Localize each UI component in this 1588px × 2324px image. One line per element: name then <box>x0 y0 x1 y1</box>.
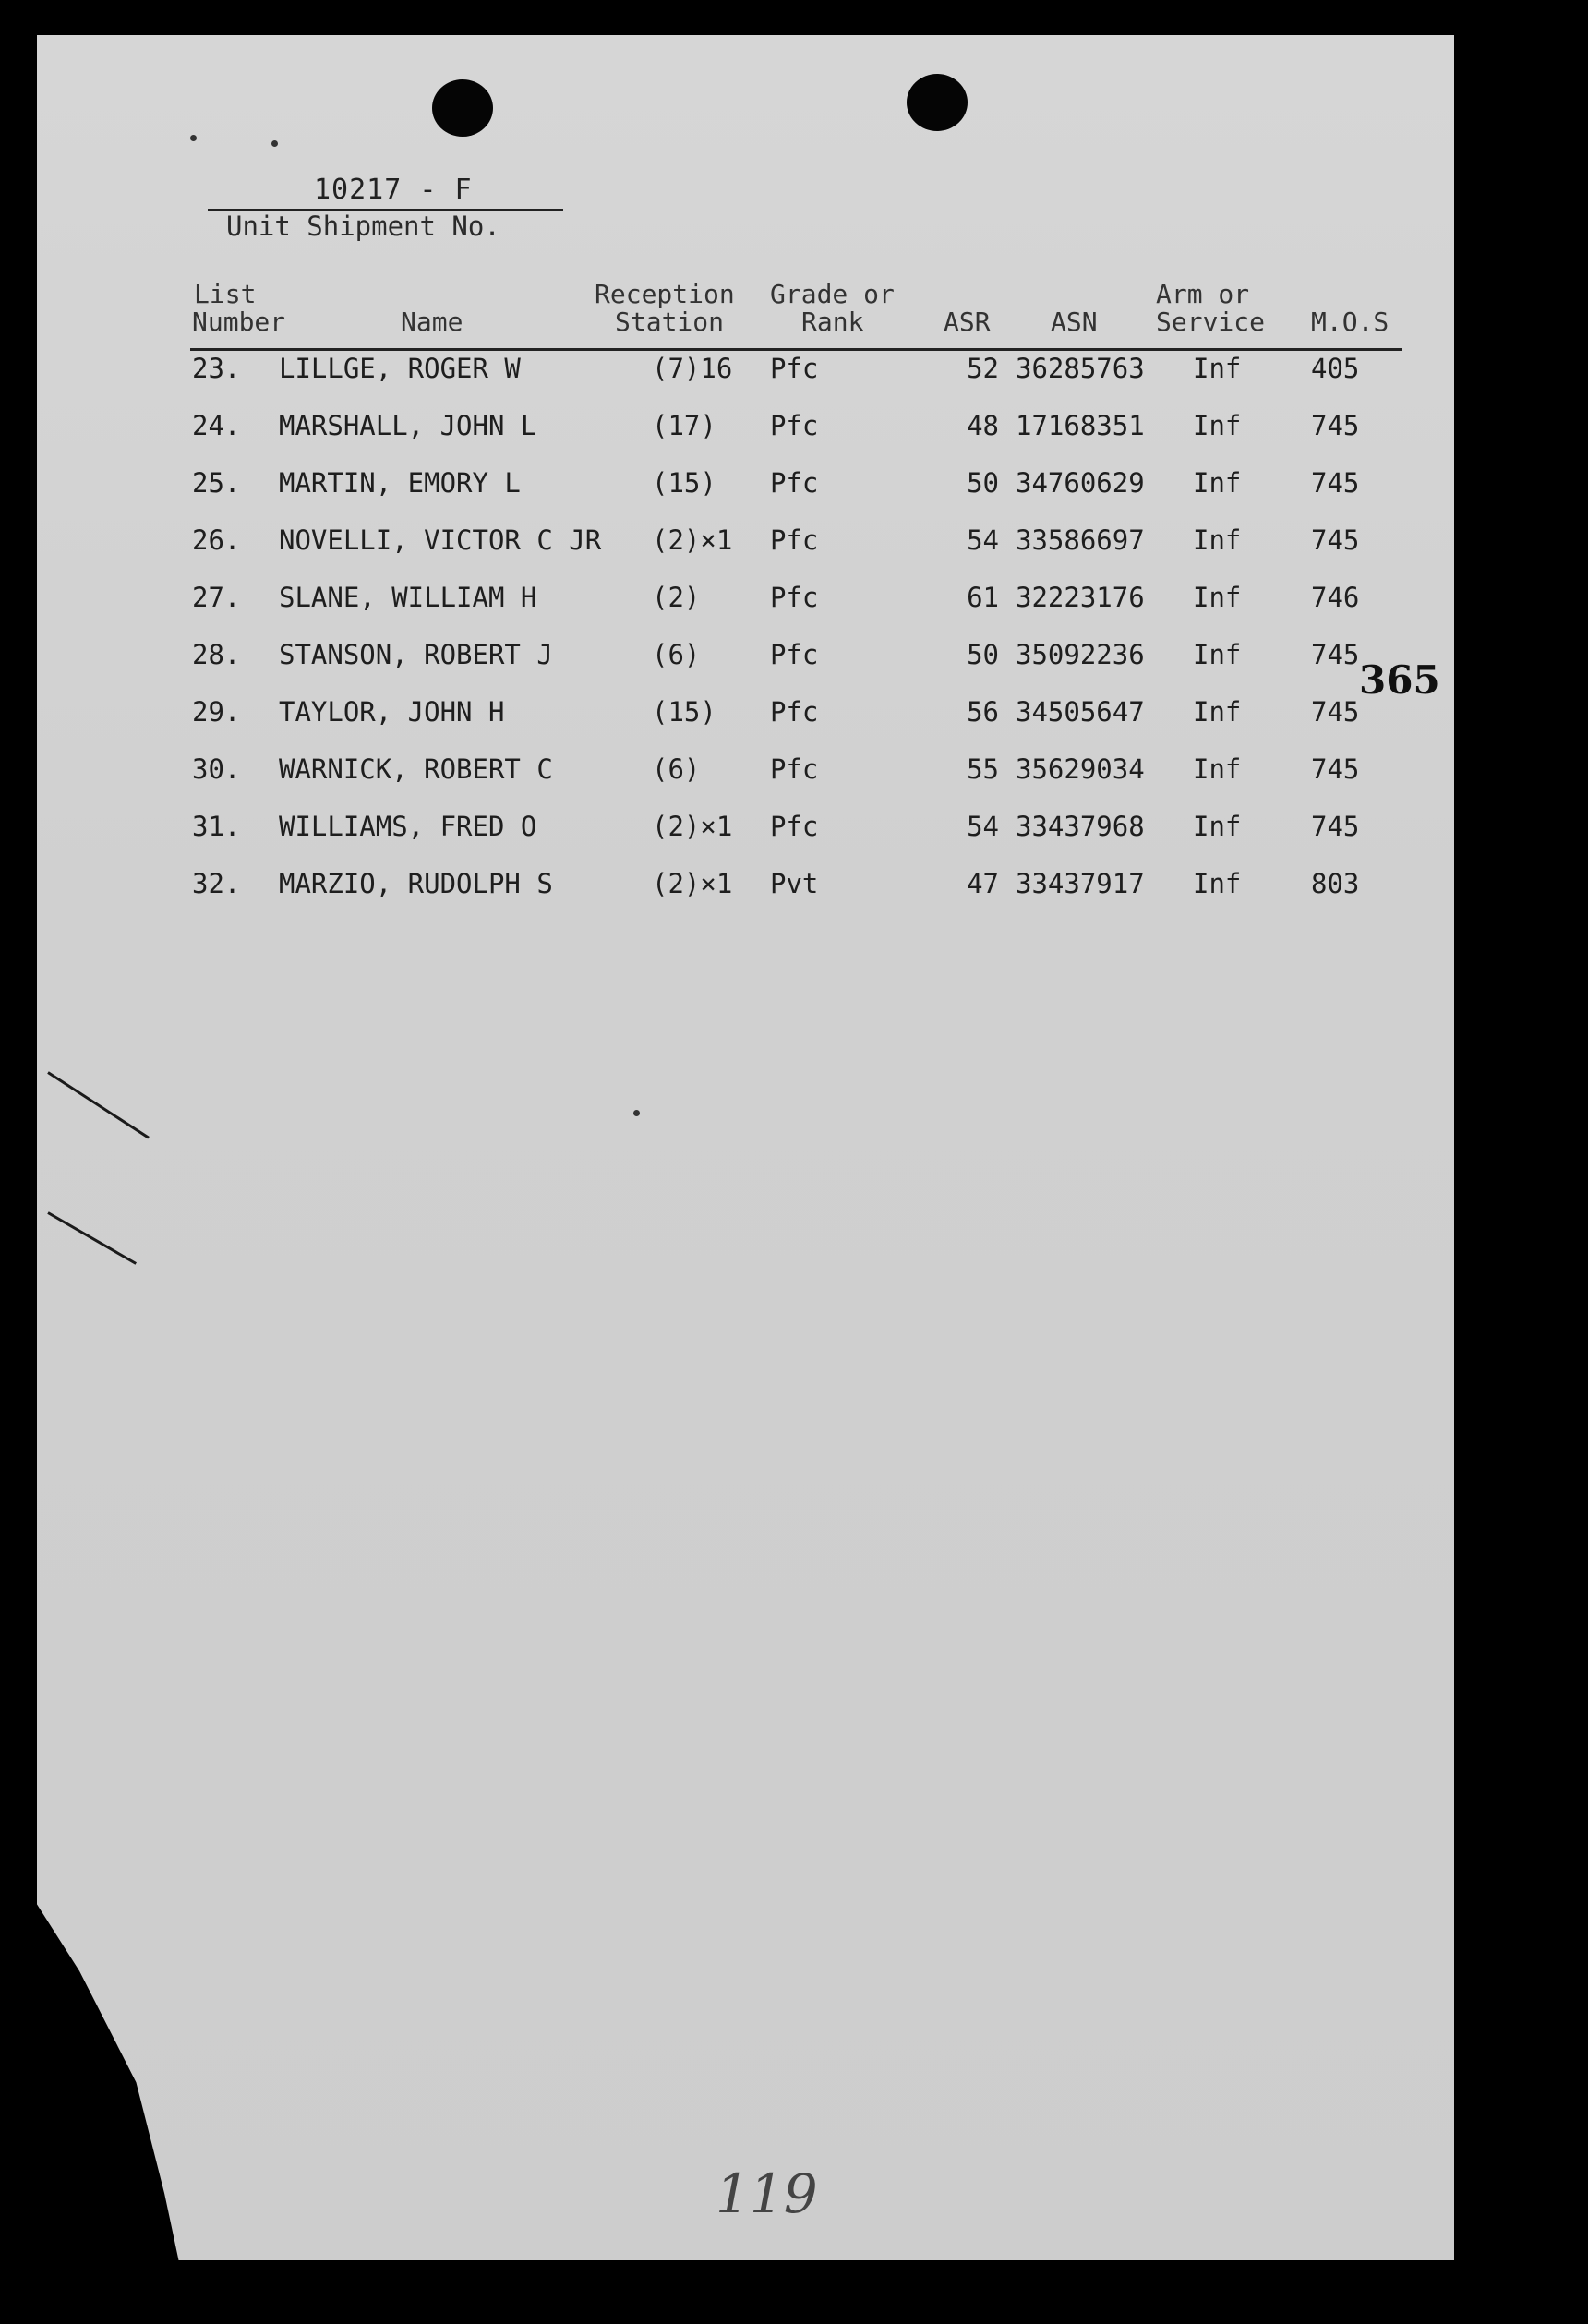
cell-asr: 54 <box>967 524 999 556</box>
cell-asn: 17168351 <box>1016 410 1145 441</box>
cell-num: 24. <box>192 410 241 441</box>
header-asn: ASN <box>1051 307 1098 337</box>
speck <box>271 140 278 147</box>
cell-rank: Pfc <box>770 524 819 556</box>
cell-num: 31. <box>192 811 241 842</box>
cell-rank: Pfc <box>770 410 819 441</box>
cell-name: TAYLOR, JOHN H <box>279 696 505 728</box>
cell-num: 29. <box>192 696 241 728</box>
cell-station: (6) <box>652 753 701 785</box>
table-row <box>0 639 1477 676</box>
cell-station: (15) <box>652 467 716 499</box>
cell-asr: 52 <box>967 353 999 384</box>
table-row <box>0 582 1477 619</box>
header-rank-1: Grade or <box>770 279 895 309</box>
cell-rank: Pvt <box>770 868 819 899</box>
cell-mos: 745 <box>1311 696 1360 728</box>
cell-name: STANSON, ROBERT J <box>279 639 553 670</box>
cell-asr: 48 <box>967 410 999 441</box>
cell-num: 27. <box>192 582 241 613</box>
cell-station: (6) <box>652 639 701 670</box>
page-number: 119 <box>716 2162 818 2225</box>
table-row <box>0 467 1477 504</box>
cell-station: (2)×1 <box>652 811 733 842</box>
table-row <box>0 524 1477 561</box>
cell-rank: Pfc <box>770 811 819 842</box>
cell-station: (17) <box>652 410 716 441</box>
cell-asn: 35092236 <box>1016 639 1145 670</box>
cell-num: 25. <box>192 467 241 499</box>
cell-arm: Inf <box>1193 582 1242 613</box>
cell-asn: 35629034 <box>1016 753 1145 785</box>
cell-asr: 55 <box>967 753 999 785</box>
cell-num: 30. <box>192 753 241 785</box>
cell-rank: Pfc <box>770 582 819 613</box>
cell-arm: Inf <box>1193 696 1242 728</box>
header-mos: M.O.S <box>1311 307 1390 337</box>
header-underline <box>190 348 1402 351</box>
cell-asr: 61 <box>967 582 999 613</box>
cell-arm: Inf <box>1193 524 1242 556</box>
cell-rank: Pfc <box>770 753 819 785</box>
cell-arm: Inf <box>1193 410 1242 441</box>
header-list-2: Number <box>192 307 286 337</box>
header-list-1: List <box>194 279 257 309</box>
cell-mos: 745 <box>1311 410 1360 441</box>
cell-station: (15) <box>652 696 716 728</box>
table-row <box>0 353 1477 390</box>
header-arm-2: Service <box>1156 307 1266 337</box>
cell-asn: 33437917 <box>1016 868 1145 899</box>
cell-asr: 50 <box>967 467 999 499</box>
cell-station: (2)×1 <box>652 868 733 899</box>
page-stamp: 365 <box>1359 657 1440 703</box>
cell-name: MARTIN, EMORY L <box>279 467 521 499</box>
header-arm-1: Arm or <box>1156 279 1250 309</box>
cell-num: 23. <box>192 353 241 384</box>
cell-asr: 50 <box>967 639 999 670</box>
cell-num: 26. <box>192 524 241 556</box>
header-name: Name <box>401 307 463 337</box>
cell-station: (2)×1 <box>652 524 733 556</box>
cell-mos: 745 <box>1311 524 1360 556</box>
cell-name: WARNICK, ROBERT C <box>279 753 553 785</box>
cell-mos: 746 <box>1311 582 1360 613</box>
shipment-label: Unit Shipment No. <box>226 211 500 242</box>
cell-arm: Inf <box>1193 811 1242 842</box>
cell-num: 32. <box>192 868 241 899</box>
shipment-number: 10217 - F <box>314 174 473 206</box>
cell-arm: Inf <box>1193 353 1242 384</box>
cell-station: (2) <box>652 582 701 613</box>
cell-mos: 745 <box>1311 639 1360 670</box>
cell-rank: Pfc <box>770 467 819 499</box>
cell-rank: Pfc <box>770 696 819 728</box>
cell-name: MARSHALL, JOHN L <box>279 410 537 441</box>
cell-name: WILLIAMS, FRED O <box>279 811 537 842</box>
table-row <box>0 753 1477 790</box>
cell-asn: 32223176 <box>1016 582 1145 613</box>
cell-name: LILLGE, ROGER W <box>279 353 521 384</box>
speck <box>190 135 197 141</box>
cell-mos: 745 <box>1311 467 1360 499</box>
cell-mos: 405 <box>1311 353 1360 384</box>
cell-asn: 33586697 <box>1016 524 1145 556</box>
cell-name: SLANE, WILLIAM H <box>279 582 537 613</box>
cell-asn: 33437968 <box>1016 811 1145 842</box>
cell-num: 28. <box>192 639 241 670</box>
cell-mos: 803 <box>1311 868 1360 899</box>
cell-mos: 745 <box>1311 811 1360 842</box>
speck <box>633 1110 640 1116</box>
cell-station: (7)16 <box>652 353 733 384</box>
cell-arm: Inf <box>1193 467 1242 499</box>
cell-rank: Pfc <box>770 353 819 384</box>
punch-hole <box>432 79 493 137</box>
cell-asr: 56 <box>967 696 999 728</box>
table-row <box>0 868 1477 905</box>
table-row <box>0 811 1477 848</box>
cell-rank: Pfc <box>770 639 819 670</box>
table-row <box>0 696 1477 733</box>
header-asr: ASR <box>944 307 991 337</box>
cell-arm: Inf <box>1193 639 1242 670</box>
punch-hole <box>907 74 968 131</box>
cell-asn: 36285763 <box>1016 353 1145 384</box>
cell-mos: 745 <box>1311 753 1360 785</box>
cell-asn: 34505647 <box>1016 696 1145 728</box>
cell-name: MARZIO, RUDOLPH S <box>279 868 553 899</box>
cell-arm: Inf <box>1193 753 1242 785</box>
table-row <box>0 410 1477 447</box>
cell-arm: Inf <box>1193 868 1242 899</box>
cell-asr: 47 <box>967 868 999 899</box>
cell-asn: 34760629 <box>1016 467 1145 499</box>
header-station-2: Station <box>615 307 725 337</box>
cell-asr: 54 <box>967 811 999 842</box>
cell-name: NOVELLI, VICTOR C JR <box>279 524 602 556</box>
header-rank-2: Rank <box>801 307 864 337</box>
header-station-1: Reception <box>595 279 735 309</box>
